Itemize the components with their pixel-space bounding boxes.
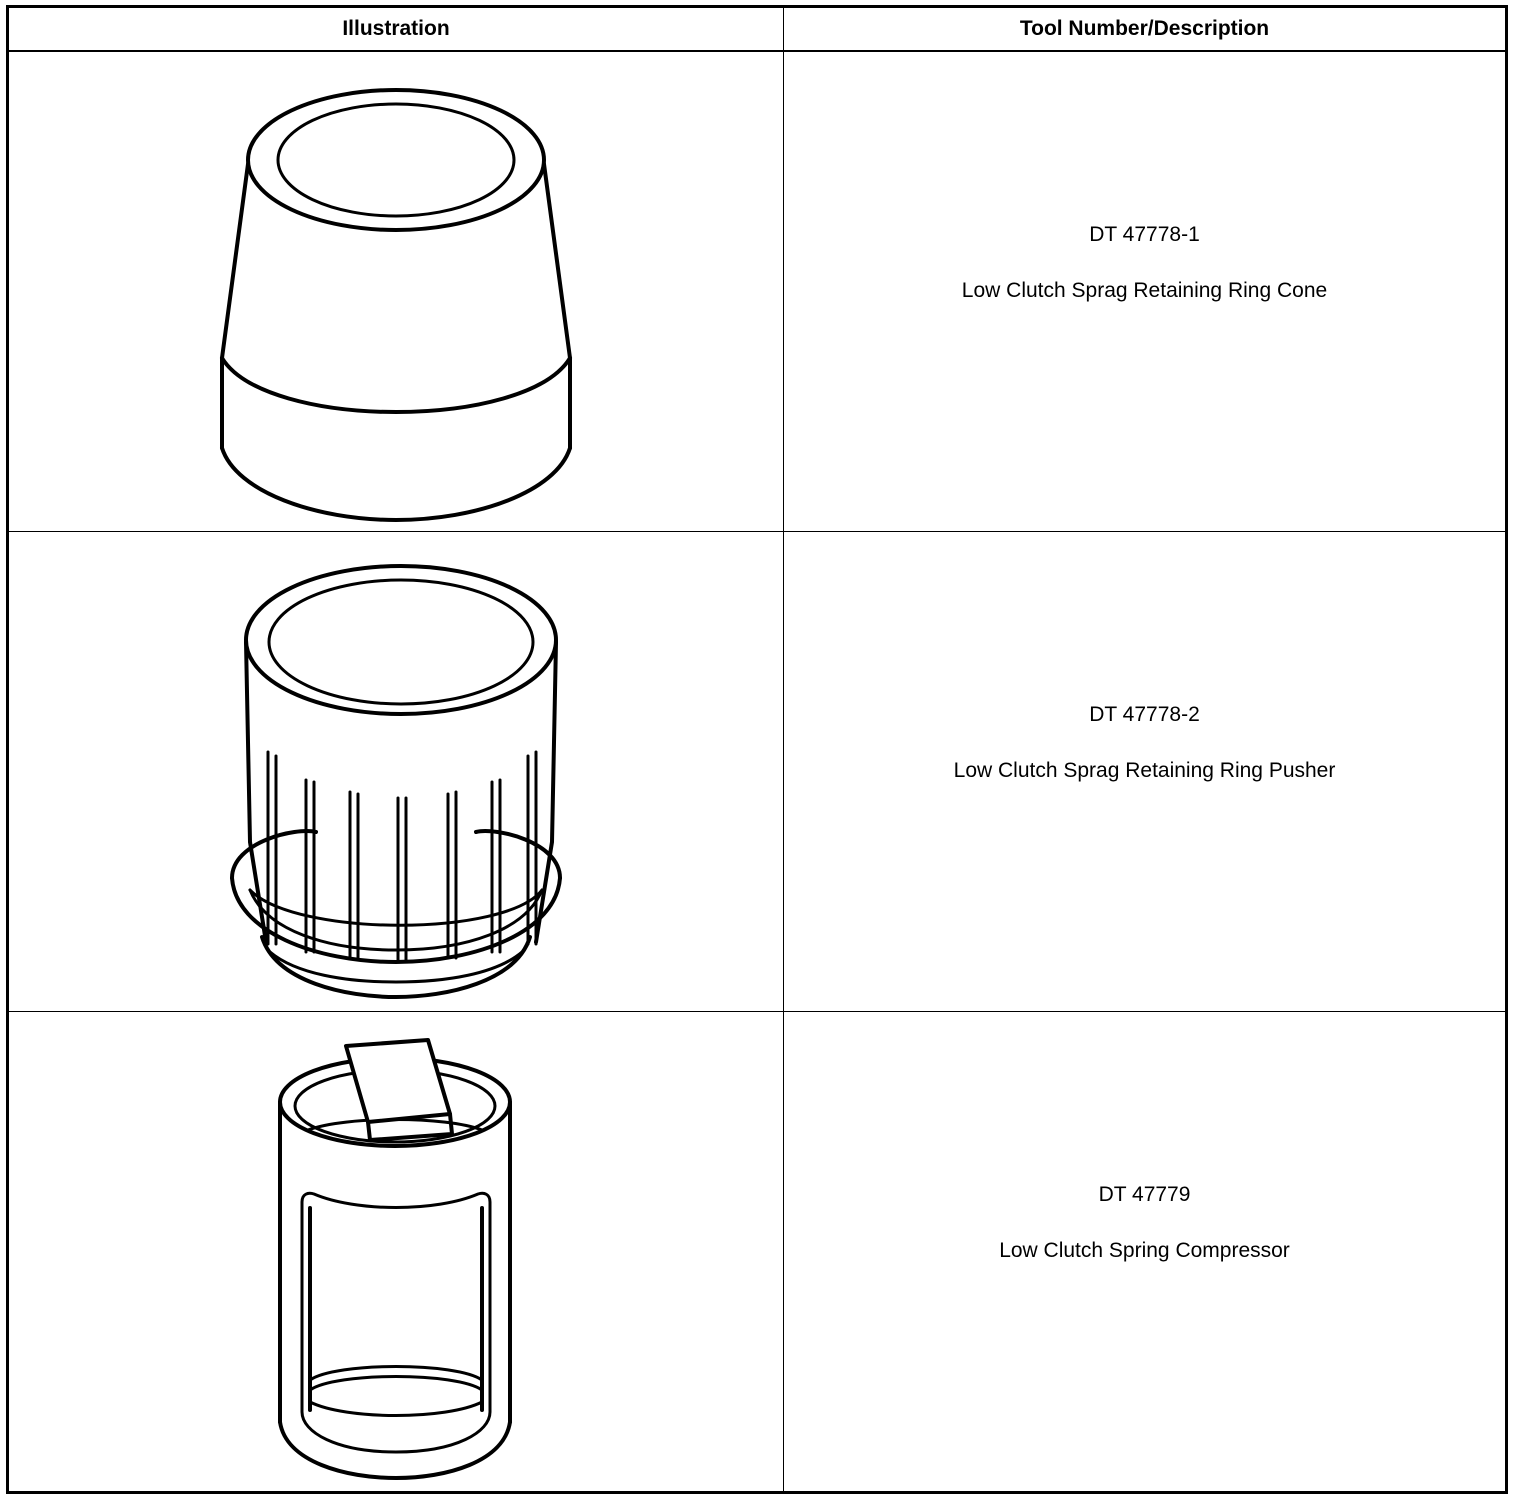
- illustration-cell: [8, 51, 784, 532]
- illustration-cell: [8, 1012, 784, 1493]
- tool-number: DT 47779: [1098, 1183, 1191, 1207]
- tool-number: DT 47778-2: [1089, 703, 1200, 727]
- tool-description-cell: [784, 1012, 1507, 1493]
- header-illustration: Illustration: [8, 7, 784, 52]
- spring-compressor-icon: [246, 1022, 546, 1482]
- tool-description: Low Clutch Sprag Retaining Ring Cone: [961, 278, 1328, 302]
- tool-description-cell: [784, 51, 1507, 532]
- illustration-cell: [8, 532, 784, 1012]
- special-tools-table: [6, 5, 1508, 1494]
- table-row: [8, 1012, 1507, 1493]
- sprag-retaining-ring-cone-icon: [206, 62, 586, 522]
- table-row: [8, 532, 1507, 1012]
- tool-description: Low Clutch Sprag Retaining Ring Pusher: [953, 758, 1336, 782]
- tool-description-cell: [784, 532, 1507, 1012]
- tool-number: DT 47778-1: [1089, 223, 1200, 247]
- tool-description: Low Clutch Spring Compressor: [999, 1238, 1290, 1262]
- sprag-retaining-ring-pusher-icon: [206, 542, 586, 1002]
- table-header-row: [8, 7, 1507, 52]
- table-row: [8, 51, 1507, 532]
- header-tool-number-description: Tool Number/Description: [784, 7, 1507, 52]
